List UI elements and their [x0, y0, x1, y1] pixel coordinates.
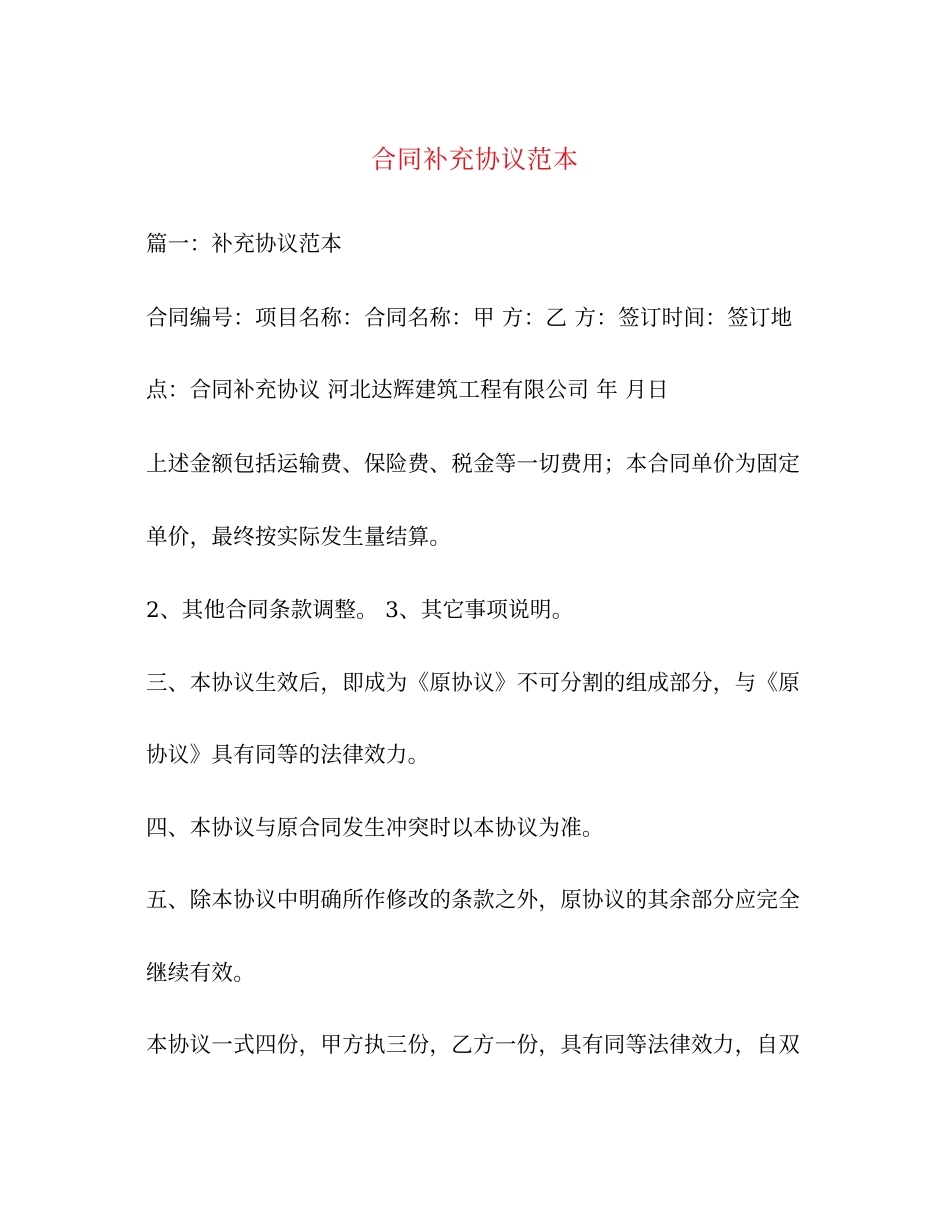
section-heading: 篇一：补充协议范本 [146, 232, 343, 257]
paragraph-line: 五、除本协议中明确所作修改的条款之外，原协议的其余部分应完全 [146, 888, 801, 913]
paragraph-line: 上述金额包括运输费、保险费、税金等一切费用；本合同单价为固定 [146, 452, 801, 477]
paragraph-line: 2、其他合同条款调整。 3、其它事项说明。 [146, 598, 574, 623]
paragraph-line: 协议》具有同等的法律效力。 [146, 743, 430, 768]
paragraph-line: 继续有效。 [146, 961, 256, 986]
paragraph-line: 点：合同补充协议 河北达辉建筑工程有限公司 年 月日 [146, 378, 669, 403]
paragraph-line: 单价，最终按实际发生量结算。 [146, 525, 452, 550]
paragraph-line: 四、本协议与原合同发生冲突时以本协议为准。 [146, 816, 604, 841]
paragraph-line: 三、本协议生效后，即成为《原协议》不可分割的组成部分，与《原 [146, 671, 801, 696]
document-title: 合同补充协议范本 [370, 145, 579, 174]
paragraph-line: 合同编号：项目名称：合同名称：甲 方：乙 方：签订时间：签订地 [146, 306, 793, 331]
paragraph-line: 本协议一式四份，甲方执三份，乙方一份，具有同等法律效力，自双 [146, 1033, 801, 1058]
